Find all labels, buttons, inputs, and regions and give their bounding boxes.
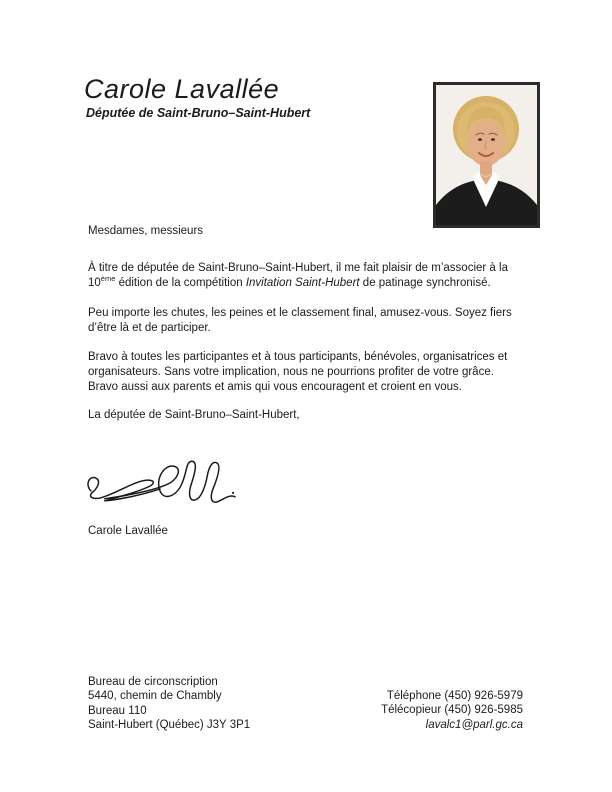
letter-line: Bravo à toutes les participantes et à tous participants, bénévoles, organisatrices et — [88, 351, 508, 363]
ordinal-superscript: ème — [100, 274, 116, 284]
fax-line: Télécopieur (450) 926-5985 — [381, 704, 523, 717]
address-line: Bureau 110 — [88, 704, 147, 717]
edition-number: 10 — [88, 277, 101, 289]
address-line: Bureau de circonscription — [88, 676, 218, 688]
email-address: lavalc1@parl.gc.ca — [425, 718, 523, 731]
paragraph-2 — [88, 306, 512, 336]
sender-name: Carole Lavallée — [84, 74, 280, 104]
letter-line: À titre de députée de Saint-Bruno–Saint-Hubert, il me fait plaisir de m’associer à la — [88, 262, 508, 274]
line-text: de patinage synchronisé. — [359, 277, 491, 289]
paragraph-1 — [88, 261, 508, 291]
greeting-line: Mesdames, messieurs — [88, 225, 204, 237]
letter-line: d’être là et de participer. — [88, 322, 211, 334]
letter-line: Bravo aussi aux parents et amis qui vous encouragent et croient en vous. — [88, 381, 462, 393]
portrait-illustration — [436, 85, 537, 225]
sender-title: Députée de Saint-Bruno–Saint-Hubert — [86, 106, 311, 120]
office-address-block — [88, 675, 250, 733]
letter-line — [88, 276, 508, 291]
letter-line: Peu importe les chutes, les peines et le classement final, amusez-vous. Soyez fiers — [88, 307, 512, 319]
line-text: édition de la compétition — [115, 277, 246, 289]
portrait-photo — [433, 82, 540, 228]
event-name: Invitation Saint-Hubert — [245, 277, 360, 289]
closing-line: La députée de Saint-Bruno–Saint-Hubert, — [88, 409, 300, 421]
letter-line: organisateurs. Sans votre implication, nous ne pourrions profiter de votre grâce. — [88, 366, 494, 378]
contact-block — [381, 689, 523, 732]
address-line: 5440, chemin de Chambly — [88, 690, 222, 703]
paragraph-3 — [88, 350, 507, 395]
handwritten-signature — [83, 455, 241, 513]
address-line: Saint-Hubert (Québec) J3Y 3P1 — [88, 719, 251, 732]
signature-name: Carole Lavallée — [88, 525, 168, 537]
phone-line: Téléphone (450) 926-5979 — [386, 690, 523, 702]
